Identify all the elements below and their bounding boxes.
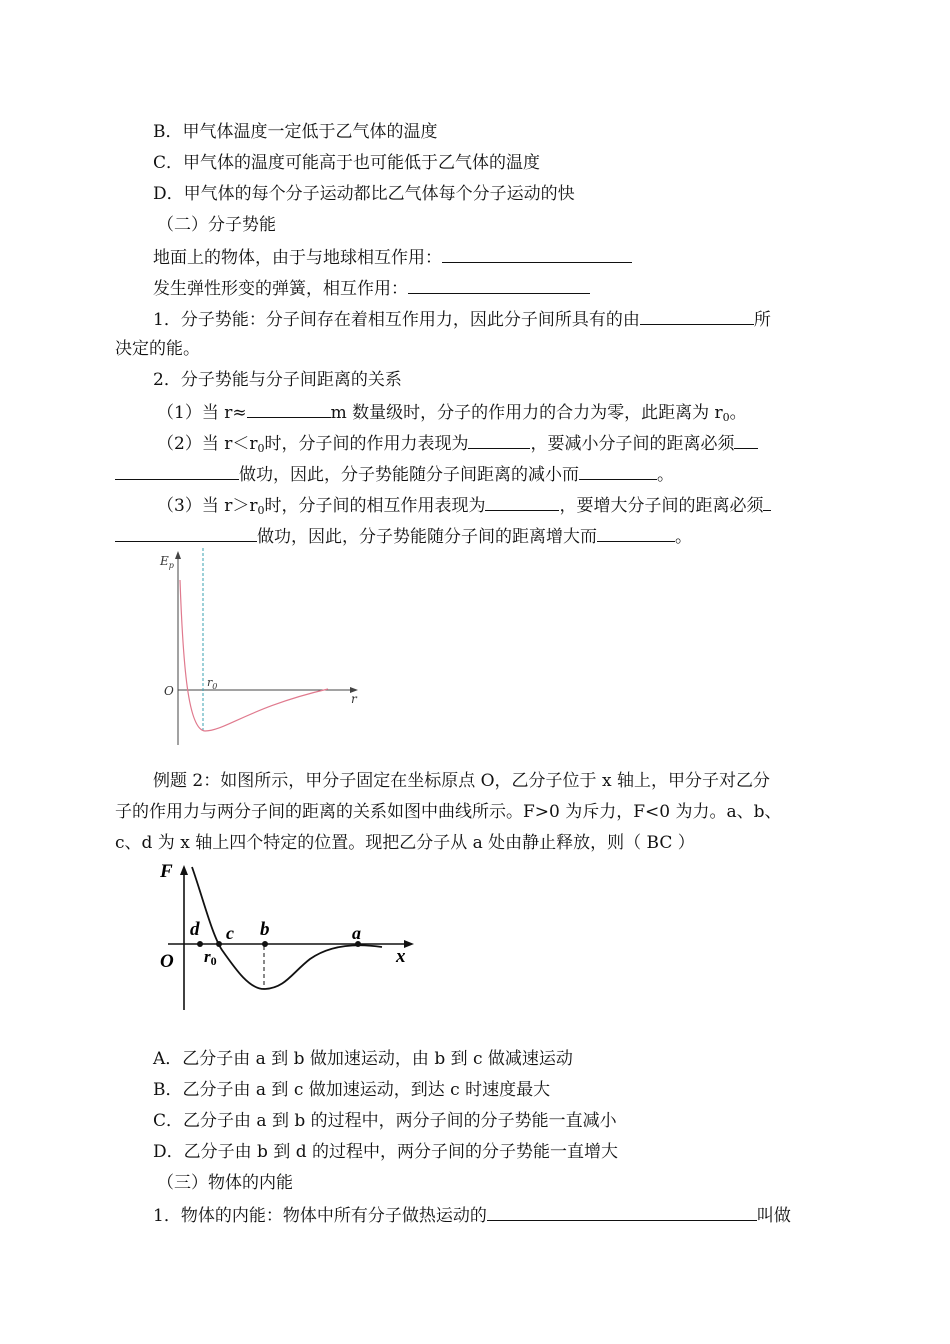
blank-internal-energy[interactable]	[487, 1203, 757, 1221]
force-figure	[150, 855, 425, 1015]
answer-c: C．乙分子由 a 到 b 的过程中，两分子间的分子势能一直减小	[153, 1111, 617, 1131]
point-c	[216, 941, 222, 947]
blank-spring[interactable]	[408, 276, 590, 294]
point-d	[197, 941, 203, 947]
ep-origin-label: O	[164, 684, 174, 698]
label-d: d	[190, 919, 200, 940]
blank-work-3b[interactable]	[115, 524, 257, 542]
blank-change-3[interactable]	[597, 524, 675, 542]
point-1-a: （1）当 r≈	[157, 403, 247, 423]
f-origin-label: O	[160, 951, 174, 972]
f-x-label: x	[396, 946, 406, 967]
blank-distance[interactable]	[247, 400, 331, 418]
f-y-label: F	[160, 861, 173, 882]
example-line-1: 例题 2：如图所示，甲分子固定在坐标原点 O，乙分子位于 x 轴上，甲分子对乙分	[153, 771, 770, 791]
section-2-title: （二）分子势能	[157, 215, 276, 235]
section-3-title: （三）物体的内能	[157, 1173, 293, 1193]
earth-text: 地面上的物体，由于与地球相互作用：	[153, 248, 442, 268]
point-2-cont	[115, 462, 674, 486]
internal-energy-text: 1．物体的内能：物体中所有分子做热运动的	[153, 1206, 487, 1226]
blank-earth[interactable]	[442, 245, 632, 263]
definition-1-text: 1．分子势能：分子间存在着相互作用力，因此分子间所具有的由	[153, 310, 640, 330]
f-y-arrow	[180, 865, 188, 875]
point-1-b: m 数量级时，分子的作用力的合力为零，此距离为 r	[330, 403, 723, 423]
definition-1-cont: 决定的能。	[115, 339, 200, 359]
blank-definition[interactable]	[640, 307, 754, 325]
point-b	[262, 941, 268, 947]
point-3-a: （3）当 r＞r	[157, 496, 258, 516]
blank-work-3a[interactable]	[763, 493, 771, 511]
label-c: c	[226, 923, 234, 943]
option-c-1: C．甲气体的温度可能高于也可能低于乙气体的温度	[153, 153, 541, 173]
point-1-c: 。	[729, 403, 747, 423]
option-d-1: D．甲气体的每个分子运动都比乙气体每个分子运动的快	[153, 184, 575, 204]
f-x-arrow	[404, 940, 414, 948]
internal-energy-tail: 叫做	[756, 1206, 791, 1226]
point-2-e: 。	[657, 465, 674, 485]
ep-x-label: r	[351, 692, 357, 706]
label-a: a	[352, 923, 361, 943]
point-2-d: 做功，因此，分子势能随分子间距离的减小而	[239, 465, 579, 485]
earth-line	[153, 245, 632, 269]
point-1-line	[157, 400, 747, 424]
point-3-e: 。	[675, 527, 692, 547]
point-2-sub: 0	[257, 442, 265, 455]
internal-energy-line	[153, 1203, 791, 1227]
answer-b: B．乙分子由 a 到 c 做加速运动，到达 c 时速度最大	[153, 1080, 551, 1100]
option-b-1: B．甲气体温度一定低于乙气体的温度	[153, 122, 438, 142]
example-line-3: c、d 为 x 轴上四个特定的位置。现把乙分子从 a 处由静止释放，则（ BC ）	[115, 833, 695, 853]
point-3-line	[157, 493, 771, 517]
point-3-sub: 0	[257, 504, 265, 517]
ep-r0-label: $r_0$	[207, 676, 218, 691]
blank-work-2a[interactable]	[734, 431, 758, 449]
spring-text: 发生弹性形变的弹簧，相互作用：	[153, 279, 408, 299]
blank-force-2[interactable]	[468, 431, 530, 449]
label-b: b	[260, 919, 270, 940]
spring-line	[153, 276, 590, 300]
ep-curve	[180, 580, 328, 731]
point-2-line	[157, 431, 758, 455]
potential-energy-figure	[150, 545, 370, 755]
point-2-b: 时，分子间的作用力表现为	[264, 434, 469, 454]
definition-1-tail: 所	[753, 310, 771, 330]
ep-y-arrow	[175, 551, 181, 559]
answer-a: A．乙分子由 a 到 b 做加速运动，由 b 到 c 做减速运动	[153, 1049, 573, 1069]
definition-1-line	[153, 307, 771, 331]
ep-y-label: $E_p$	[160, 554, 174, 570]
blank-work-2b[interactable]	[115, 462, 239, 480]
blank-force-3[interactable]	[485, 493, 559, 511]
relation-title: 2．分子势能与分子间距离的关系	[153, 370, 402, 390]
point-3-d: 做功，因此，分子势能随分子间的距离增大而	[257, 527, 597, 547]
point-2-a: （2）当 r＜r	[157, 434, 258, 454]
point-3-c: ，要增大分子间的距离必须	[559, 496, 764, 516]
answer-d: D．乙分子由 b 到 d 的过程中，两分子间的分子势能一直增大	[153, 1142, 619, 1162]
point-3-b: 时，分子间的相互作用表现为	[264, 496, 486, 516]
point-2-c: ，要减小分子间的距离必须	[530, 434, 735, 454]
label-r0: r0	[204, 947, 217, 968]
blank-change-2[interactable]	[579, 462, 657, 480]
point-1-sub: 0	[722, 411, 730, 424]
example-line-2: 子的作用力与两分子间的距离的关系如图中曲线所示。F>0 为斥力，F<0 为力。a、b、	[115, 802, 782, 822]
